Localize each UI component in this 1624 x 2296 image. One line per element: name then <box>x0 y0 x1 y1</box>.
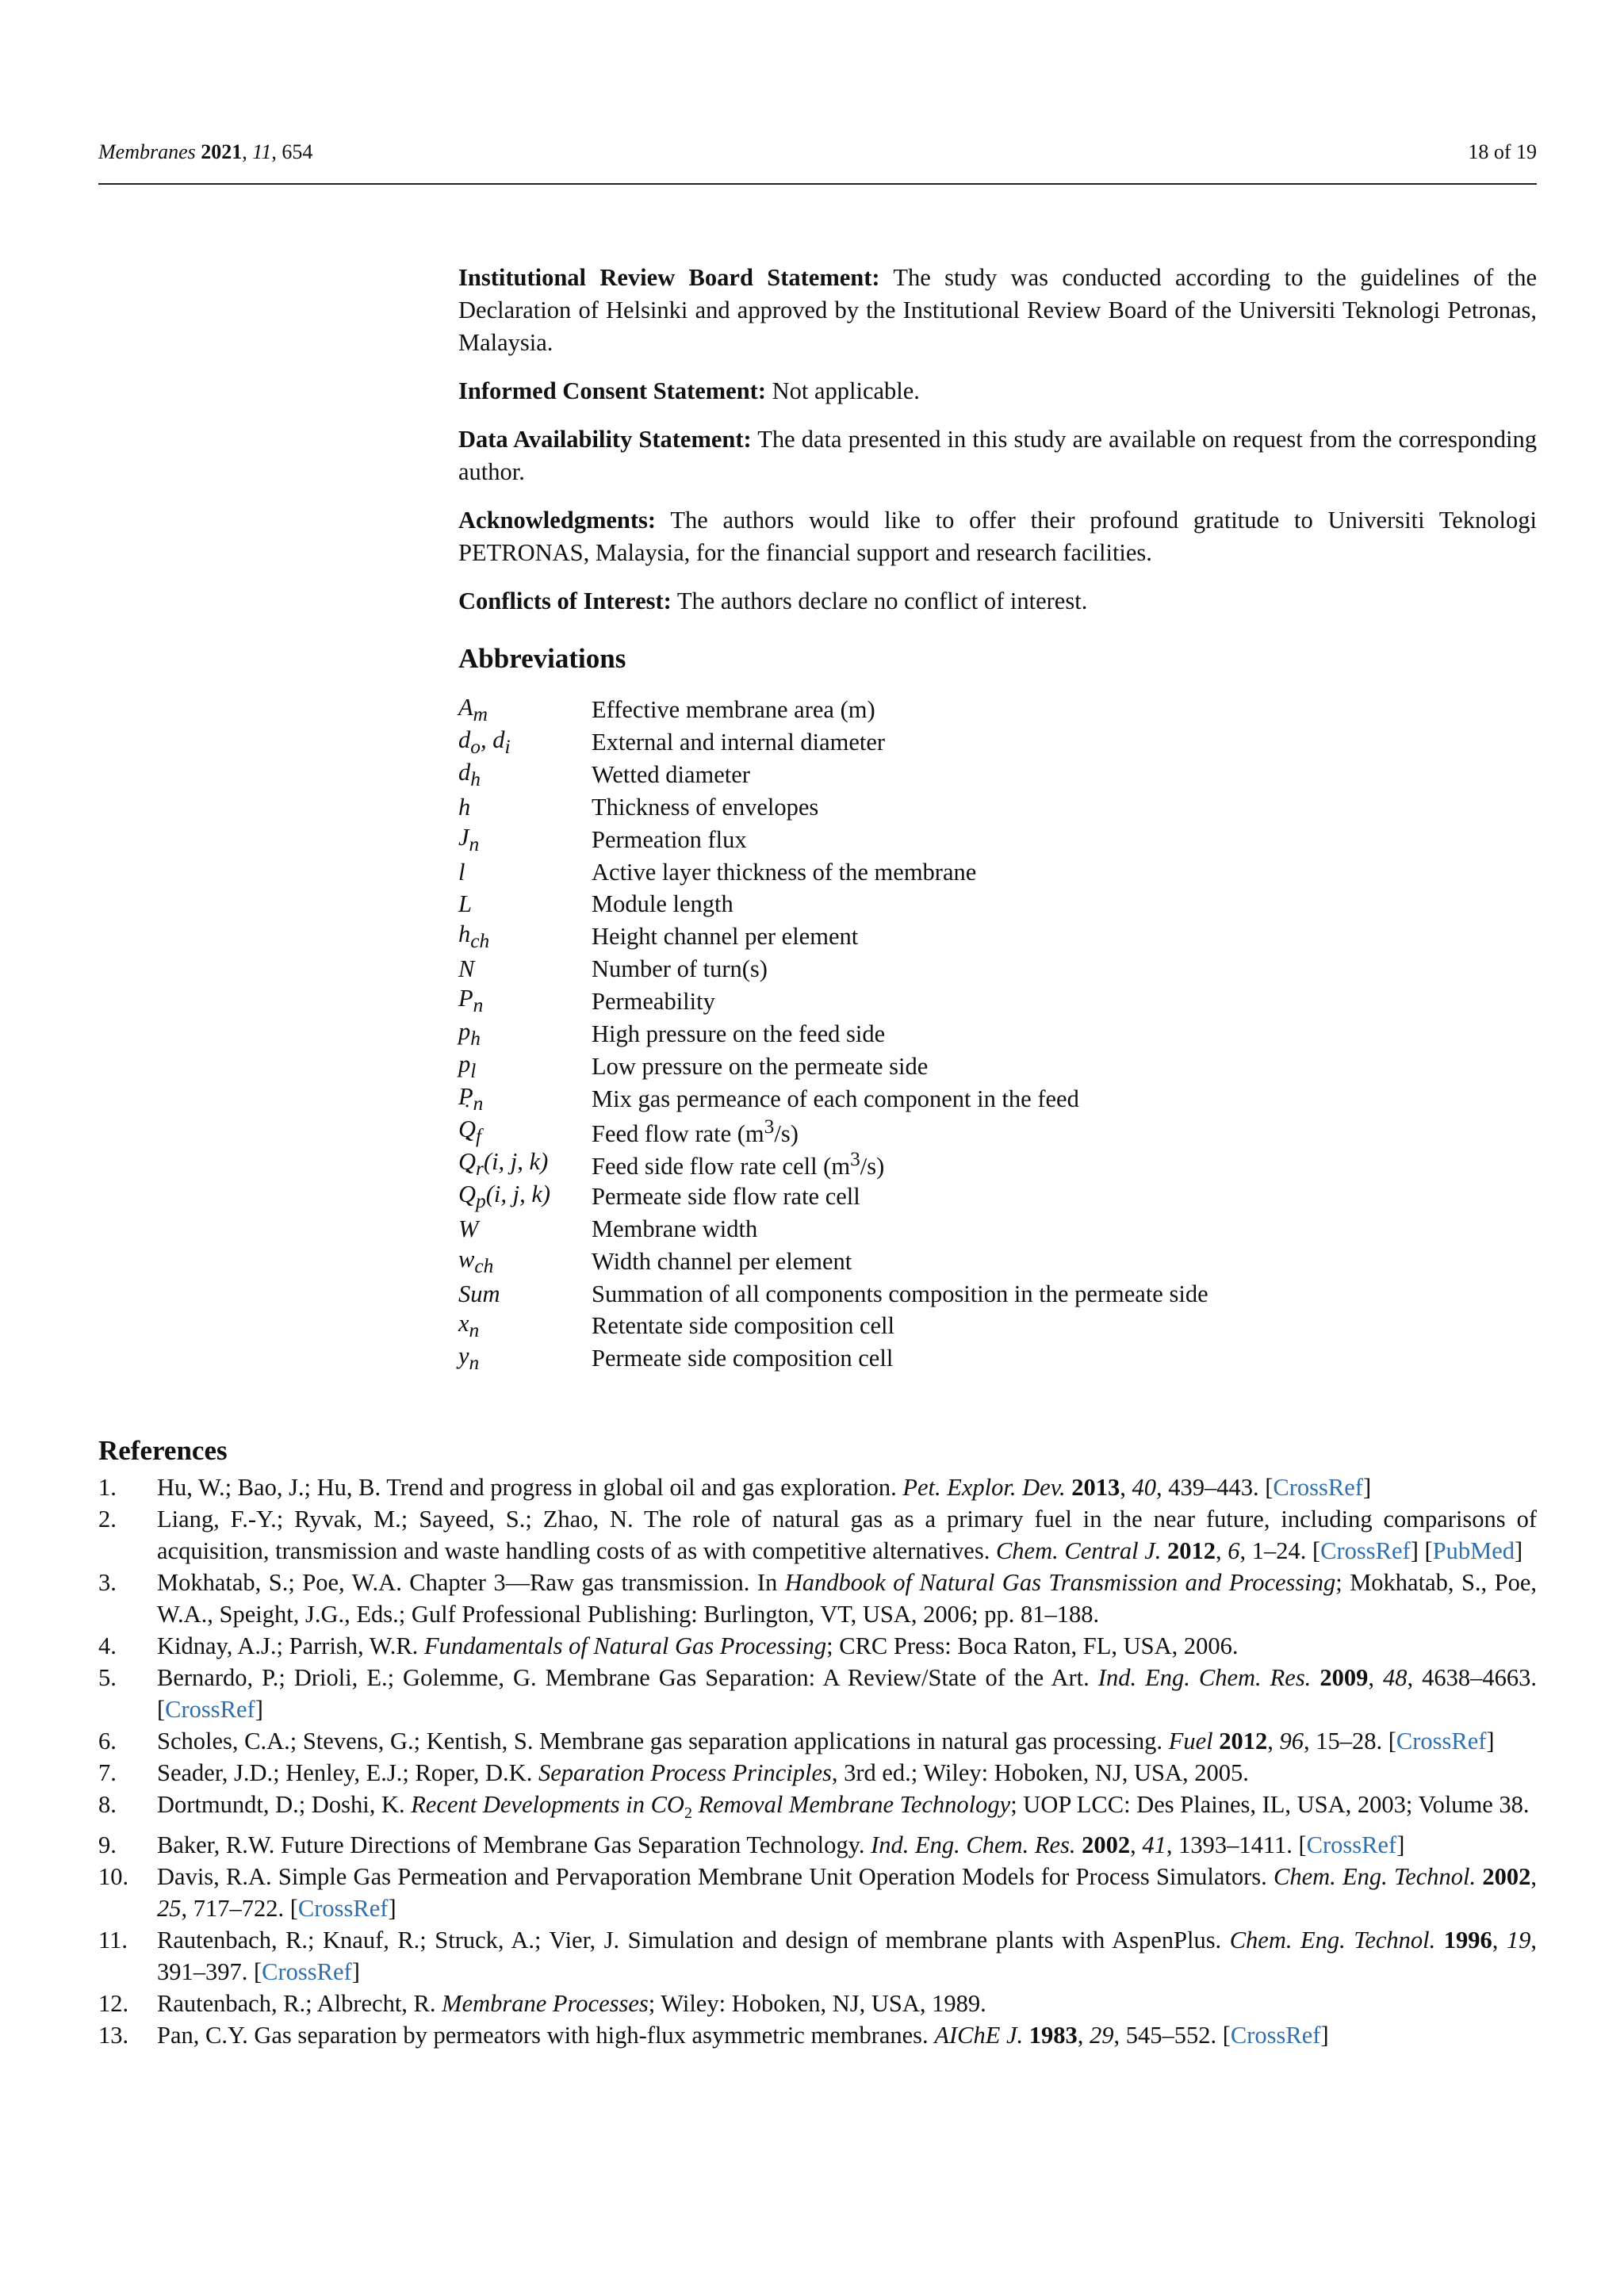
abbreviation-symbol <box>458 953 592 985</box>
reference-text: ] <box>1362 1474 1372 1501</box>
symbol-arguments: (i, j, k) <box>483 1148 549 1176</box>
definition-text: Permeation flux <box>592 825 747 853</box>
abbreviation-definition <box>592 694 1208 726</box>
symbol-subscript: h <box>470 1027 481 1050</box>
abbreviation-row <box>458 1050 1208 1083</box>
symbol-subscript: f <box>476 1124 482 1147</box>
reference-number: 2. <box>98 1506 117 1533</box>
symbol-base: p <box>458 1050 471 1077</box>
abbreviation-row <box>458 694 1208 726</box>
definition-text: Effective membrane area (m) <box>592 696 875 724</box>
reference-bold: 2013 <box>1071 1474 1120 1501</box>
reference-text: Rautenbach, R.; Knauf, R.; Struck, A.; Vier, J. Simulation and design of membrane plants with AspenPlus. <box>157 1927 1230 1954</box>
reference-text: Dortmundt, D.; Doshi, K. <box>157 1791 412 1818</box>
reference-bold: 2012 <box>1219 1728 1268 1755</box>
abbreviation-row <box>458 985 1208 1017</box>
abbreviation-row <box>458 888 1208 920</box>
reference-italic: Ind. Eng. Chem. Res. <box>1097 1664 1312 1691</box>
crossref-link[interactable]: CrossRef <box>1396 1728 1487 1755</box>
reference-italic: Chem. Central J. <box>995 1537 1162 1564</box>
reference-text <box>1311 1664 1320 1691</box>
reference-text: Rautenbach, R.; Albrecht, R. <box>157 1990 442 2018</box>
reference-italic: Membrane Processes <box>442 1990 649 2018</box>
crossref-link[interactable]: CrossRef <box>1320 1537 1411 1564</box>
reference-text: Bernardo, P.; Drioli, E.; Golemme, G. Membrane Gas Separation: A Review/State of the Art. <box>157 1664 1098 1691</box>
definition-text: Module length <box>592 890 733 918</box>
abbreviation-symbol <box>458 1050 592 1083</box>
symbol-base: ˙ Q <box>458 1181 476 1208</box>
definition-text: External and internal diameter <box>592 729 886 756</box>
abbreviation-definition <box>592 1148 1208 1181</box>
reference-bold: 2012 <box>1167 1537 1216 1564</box>
symbol-base: P <box>458 1082 473 1110</box>
statement-label: Conflicts of Interest: <box>458 587 672 614</box>
symbol-subscript: n <box>473 1092 484 1115</box>
reference-text: ] <box>1396 1831 1405 1859</box>
statement-paragraph <box>458 262 1537 359</box>
definition-text: Mix gas permeance of each component in the feed <box>592 1085 1079 1112</box>
reference-italic: Fundamentals of Natural Gas Processing <box>423 1632 827 1659</box>
back-matter <box>458 262 1537 1376</box>
abbreviation-definition <box>592 856 1208 889</box>
reference-text: ; CRC Press: Boca Raton, FL, USA, 2006. <box>826 1632 1239 1659</box>
statement-paragraph <box>458 504 1537 569</box>
symbol-base: W <box>458 1215 479 1242</box>
reference-number: 11. <box>98 1927 128 1954</box>
abbreviation-definition <box>592 985 1208 1017</box>
reference-item <box>98 1789 1537 1829</box>
reference-italic: Recent Developments in CO <box>411 1791 684 1818</box>
crossref-link[interactable]: CrossRef <box>262 1958 352 1986</box>
reference-number: 4. <box>98 1632 117 1659</box>
abbreviation-symbol <box>458 824 592 856</box>
statement-text: Not applicable. <box>772 377 920 404</box>
abbreviation-row <box>458 953 1208 985</box>
symbol-subscript: p <box>476 1190 486 1213</box>
reference-item <box>98 1662 1537 1725</box>
running-header <box>98 139 1537 185</box>
crossref-link[interactable]: CrossRef <box>1230 2022 1321 2049</box>
reference-item <box>98 1725 1537 1757</box>
symbol-subscript: n <box>469 832 480 855</box>
reference-text: ] <box>1515 1537 1523 1564</box>
abbreviation-symbol <box>458 1310 592 1342</box>
reference-italic: 48 <box>1383 1664 1408 1691</box>
references-list <box>98 1471 1537 2051</box>
reference-text: ; UOP LCC: Des Plaines, IL, USA, 2003; Volume 38. <box>1010 1791 1530 1818</box>
statement-text: The authors declare no conflict of interest. <box>676 587 1088 614</box>
references-heading: References <box>98 1435 228 1466</box>
reference-text: , <box>1216 1537 1228 1564</box>
abbreviation-row <box>458 1246 1208 1278</box>
reference-italic: 19 <box>1506 1927 1531 1954</box>
symbol-subscript: l <box>470 1059 477 1082</box>
reference-italic: Pet. Explor. Dev. <box>902 1474 1066 1501</box>
abbreviation-symbol <box>458 1278 592 1311</box>
definition-text-end: /s) <box>774 1120 799 1147</box>
statement-label: Informed Consent Statement: <box>458 377 766 404</box>
reference-bold: 2009 <box>1320 1664 1369 1691</box>
reference-text: ] <box>388 1895 396 1923</box>
statement-text: The data presented in this study are available on request from the corresponding author. <box>458 426 1537 485</box>
symbol-subscript: r <box>476 1158 484 1181</box>
page-number: 18 of 19 <box>1468 140 1537 163</box>
reference-italic: 29 <box>1090 2022 1114 2049</box>
reference-text: , <box>1267 1728 1280 1755</box>
reference-text: , <box>1120 1474 1132 1501</box>
symbol-base: P <box>458 985 473 1012</box>
reference-text: Scholes, C.A.; Stevens, G.; Kentish, S. Membrane gas separation applications in natural gas processing. <box>157 1728 1169 1755</box>
abbreviation-definition <box>592 1246 1208 1278</box>
symbol-subscript: n <box>469 1319 480 1342</box>
reference-text: ; Mokhatab, S., Poe, W.A., Speight, J.G., Eds.; Gulf Professional Publishing: Burlington, VT, USA, 2006; pp. 81–188. <box>157 1569 1537 1628</box>
reference-text: ; Wiley: Hoboken, NJ, USA, 1989. <box>648 1990 986 2018</box>
abbreviation-symbol <box>458 888 592 920</box>
reference-text <box>1161 1537 1167 1564</box>
definition-text: Feed flow rate (m <box>592 1120 764 1147</box>
definition-text: Height channel per element <box>592 922 859 950</box>
abbreviation-row <box>458 856 1208 889</box>
symbol-base: ˙ Q <box>458 1148 476 1176</box>
reference-text <box>1076 1831 1082 1858</box>
reference-italic: Removal Membrane Technology <box>691 1791 1011 1818</box>
definition-superscript: 3 <box>850 1148 860 1170</box>
abbreviation-definition <box>592 1083 1208 1115</box>
symbol-base: d <box>458 759 471 786</box>
reference-text: , 545–552. [ <box>1113 2022 1231 2049</box>
statement-text: The authors would like to offer their profound gratitude to Universiti Teknologi PETRONAS, Malaysia, for the financial support and research facilities. <box>458 507 1538 566</box>
pubmed-link[interactable]: PubMed <box>1432 1537 1515 1564</box>
reference-text <box>1023 2022 1029 2049</box>
abbreviation-definition <box>592 824 1208 856</box>
abbreviation-definition <box>592 1181 1208 1213</box>
reference-number: 7. <box>98 1759 117 1786</box>
reference-item <box>98 1861 1537 1924</box>
reference-text: ] <box>1486 1728 1495 1755</box>
symbol-base: Sum <box>458 1280 500 1307</box>
abbreviation-symbol <box>458 1246 592 1278</box>
abbreviation-row <box>458 1148 1208 1181</box>
reference-text: ] [ <box>1410 1537 1433 1564</box>
reference-bold: 2002 <box>1082 1831 1131 1859</box>
symbol-base: w <box>458 1245 475 1272</box>
statement-label: Data Availability Statement: <box>458 426 752 453</box>
definition-text: Summation of all components composition in the permeate side <box>592 1280 1208 1307</box>
symbol-separator: , <box>480 726 493 754</box>
abbreviation-row <box>458 1115 1208 1148</box>
reference-text: , 717–722. [ <box>181 1895 298 1923</box>
abbreviation-symbol <box>458 985 592 1017</box>
abbreviation-definition <box>592 953 1208 985</box>
statement-label: Acknowledgments: <box>458 507 657 534</box>
abbreviation-symbol <box>458 726 592 759</box>
definition-text: Width channel per element <box>592 1247 852 1275</box>
abbreviation-row <box>458 1018 1208 1050</box>
reference-italic: Handbook of Natural Gas Transmission and Processing <box>784 1569 1336 1596</box>
abbreviation-symbol <box>458 920 592 953</box>
journal-citation: Membranes 2021, 11, 654 <box>98 140 313 163</box>
crossref-link[interactable]: CrossRef <box>165 1696 255 1723</box>
statement-label: Institutional Review Board Statement: <box>458 264 880 291</box>
reference-item <box>98 1471 1537 1503</box>
reference-italic: 96 <box>1279 1728 1304 1755</box>
journal-volume: 11 <box>252 140 272 163</box>
reference-number: 1. <box>98 1474 117 1501</box>
definition-text: Number of turn(s) <box>592 955 768 982</box>
abbreviation-row <box>458 1181 1208 1213</box>
reference-item <box>98 1924 1537 1988</box>
reference-text: , 15–28. [ <box>1303 1728 1396 1755</box>
abbreviation-row <box>458 1083 1208 1115</box>
symbol-subscript: n <box>473 994 484 1017</box>
abbreviation-definition <box>592 1050 1208 1083</box>
reference-italic: AIChE J. <box>934 2022 1024 2049</box>
reference-number: 6. <box>98 1728 117 1755</box>
reference-bold: 2002 <box>1482 1863 1531 1891</box>
reference-number: 9. <box>98 1831 117 1859</box>
crossref-link[interactable]: CrossRef <box>1273 1474 1363 1501</box>
abbreviation-row <box>458 920 1208 953</box>
reference-italic: 41 <box>1142 1831 1166 1859</box>
reference-text: Davis, R.A. Simple Gas Permeation and Pervaporation Membrane Unit Operation Models for Process Simulators. <box>157 1863 1274 1891</box>
reference-item <box>98 2019 1537 2051</box>
abbreviation-symbol <box>458 1148 592 1181</box>
symbol-subscript: o <box>470 736 481 759</box>
abbreviation-symbol <box>458 1342 592 1375</box>
statement-paragraph <box>458 423 1537 488</box>
abbreviation-symbol <box>458 1083 592 1115</box>
reference-text: Baker, R.W. Future Directions of Membrane Gas Separation Technology. <box>157 1831 871 1859</box>
statement-paragraph <box>458 375 1537 408</box>
definition-text: Active layer thickness of the membrane <box>592 858 977 886</box>
reference-text <box>1435 1927 1444 1954</box>
abbreviation-row <box>458 791 1208 824</box>
reference-item <box>98 1503 1537 1567</box>
symbol-subscript: n <box>469 1352 480 1375</box>
journal-name: Membranes <box>98 140 196 163</box>
abbreviation-symbol <box>458 1213 592 1246</box>
abbreviation-definition <box>592 1310 1208 1342</box>
reference-italic: 40 <box>1132 1474 1156 1501</box>
abbreviation-symbol <box>458 694 592 726</box>
reference-number: 13. <box>98 2022 129 2049</box>
reference-text: ] <box>351 1958 360 1986</box>
abbreviations-table <box>458 694 1208 1376</box>
definition-text: Permeate side flow rate cell <box>592 1183 860 1211</box>
abbreviation-row <box>458 1342 1208 1375</box>
abbreviation-row <box>458 1213 1208 1246</box>
definition-text: Retentate side composition cell <box>592 1312 894 1340</box>
reference-item <box>98 1567 1537 1630</box>
reference-text: ] <box>1320 2022 1329 2049</box>
definition-text: Permeability <box>592 987 715 1015</box>
symbol-base: A <box>458 694 473 721</box>
symbol-base: x <box>458 1310 469 1337</box>
reference-item <box>98 1757 1537 1789</box>
reference-text: Mokhatab, S.; Poe, W.A. Chapter 3—Raw gas transmission. In <box>157 1569 785 1596</box>
symbol-subscript: i <box>504 736 511 759</box>
definition-text: Thickness of envelopes <box>592 794 819 821</box>
abbreviation-definition <box>592 1278 1208 1311</box>
reference-item <box>98 1630 1537 1662</box>
symbol-base: ˙ Q <box>458 1115 476 1143</box>
symbol-base: L <box>458 890 472 918</box>
reference-number: 3. <box>98 1569 117 1596</box>
reference-number: 5. <box>98 1664 117 1691</box>
abbreviation-symbol <box>458 856 592 889</box>
statement-text: The study was conducted according to the guidelines of the Declaration of Helsinki and approved by the Institutional Review Board of the Universiti Teknologi Petronas, Malaysia. <box>458 264 1538 356</box>
reference-bold: 1983 <box>1028 2022 1078 2049</box>
reference-number: 8. <box>98 1791 117 1818</box>
references-section <box>98 1435 1537 2051</box>
symbol-base: p <box>458 1017 471 1045</box>
reference-text: , 1393–1411. [ <box>1166 1831 1307 1859</box>
abbreviation-symbol <box>458 1181 592 1213</box>
abbreviation-row <box>458 1278 1208 1311</box>
definition-text: Wetted diameter <box>592 761 750 789</box>
reference-text: , <box>1492 1927 1507 1954</box>
crossref-link[interactable]: CrossRef <box>297 1895 389 1923</box>
symbol-base: J <box>458 823 469 851</box>
reference-text: Hu, W.; Bao, J.; Hu, B. Trend and progress in global oil and gas exploration. <box>157 1474 903 1501</box>
reference-text: , <box>1368 1664 1383 1691</box>
symbol-base: l <box>458 858 465 886</box>
symbol-base: h <box>458 920 471 947</box>
symbol-base: N <box>458 955 475 982</box>
definition-text: Permeate side composition cell <box>592 1345 894 1372</box>
reference-text: , 391–397. [ <box>157 1927 1538 1986</box>
symbol-subscript: ch <box>474 1254 494 1277</box>
abbreviation-definition <box>592 1018 1208 1050</box>
symbol-subscript: m <box>473 703 488 726</box>
reference-text: , <box>1077 2022 1090 2049</box>
statements <box>458 262 1537 618</box>
reference-number: 10. <box>98 1863 129 1891</box>
symbol-base: h <box>458 794 471 821</box>
reference-italic: 25 <box>157 1895 182 1923</box>
abbreviation-row <box>458 759 1208 791</box>
abbreviation-definition <box>592 726 1208 759</box>
definition-text-end: /s) <box>860 1153 885 1181</box>
reference-italic: Ind. Eng. Chem. Res. <box>871 1831 1076 1859</box>
reference-italic: Chem. Eng. Technol. <box>1229 1927 1436 1954</box>
reference-text: Kidnay, A.J.; Parrish, W.R. <box>157 1632 424 1659</box>
reference-number: 12. <box>98 1990 129 2018</box>
reference-item <box>98 1829 1537 1861</box>
abbreviation-definition <box>592 1342 1208 1375</box>
abbreviations-heading: Abbreviations <box>458 643 626 674</box>
reference-text: , 4638–4663. [ <box>157 1664 1538 1723</box>
reference-text: Seader, J.D.; Henley, E.J.; Roper, D.K. <box>157 1759 538 1786</box>
symbol-subscript: h <box>470 768 481 791</box>
abbreviation-symbol <box>458 1115 592 1148</box>
reference-item <box>98 1988 1537 2019</box>
reference-text: , 439–443. [ <box>1156 1474 1274 1501</box>
reference-italic: Chem. Eng. Technol. <box>1274 1863 1477 1891</box>
abbreviation-definition <box>592 759 1208 791</box>
journal-year: 2021 <box>201 140 243 163</box>
abbreviation-definition <box>592 920 1208 953</box>
reference-italic: Separation Process Principles <box>538 1759 832 1786</box>
definition-superscript: 3 <box>764 1115 775 1138</box>
reference-text: Pan, C.Y. Gas separation by permeators with high-flux asymmetric membranes. <box>157 2022 935 2049</box>
symbol-base: y <box>458 1342 469 1370</box>
definition-text: Feed side flow rate cell (m <box>592 1153 851 1181</box>
abbreviation-symbol <box>458 791 592 824</box>
definition-text: Membrane width <box>592 1215 758 1242</box>
statement-paragraph <box>458 585 1537 618</box>
abbreviation-definition <box>592 888 1208 920</box>
abbreviation-row <box>458 824 1208 856</box>
definition-text: High pressure on the feed side <box>592 1020 886 1047</box>
abbreviation-row <box>458 1310 1208 1342</box>
abbreviation-definition <box>592 1115 1208 1148</box>
reference-text: , <box>1530 1863 1537 1891</box>
reference-italic: 6 <box>1228 1537 1240 1564</box>
definition-text: Low pressure on the permeate side <box>592 1052 929 1080</box>
symbol-subscript: ch <box>470 929 490 952</box>
abbreviation-symbol <box>458 1018 592 1050</box>
reference-text: , 3rd ed.; Wiley: Hoboken, NJ, USA, 2005. <box>831 1759 1249 1786</box>
abbreviation-definition <box>592 1213 1208 1246</box>
symbol-arguments: (i, j, k) <box>485 1181 551 1208</box>
symbol-base: d <box>492 726 505 754</box>
symbol-base: d <box>458 726 471 754</box>
abbreviation-definition <box>592 791 1208 824</box>
crossref-link[interactable]: CrossRef <box>1306 1831 1397 1859</box>
reference-subscript: 2 <box>684 1804 692 1823</box>
reference-text: , 1–24. [ <box>1239 1537 1321 1564</box>
reference-text: , <box>1130 1831 1143 1859</box>
reference-bold: 1996 <box>1443 1927 1492 1954</box>
reference-text: Liang, F.-Y.; Ryvak, M.; Sayeed, S.; Zhao, N. The role of natural gas as a primary fuel in the near future, including comparisons of acquisition, transmission and waste handling costs of as with competitive alternatives. <box>157 1506 1537 1564</box>
abbreviation-row <box>458 726 1208 759</box>
reference-italic: Fuel <box>1168 1728 1213 1755</box>
abbreviation-symbol <box>458 759 592 791</box>
reference-text: ] <box>255 1696 263 1723</box>
article-number: 654 <box>282 140 313 163</box>
